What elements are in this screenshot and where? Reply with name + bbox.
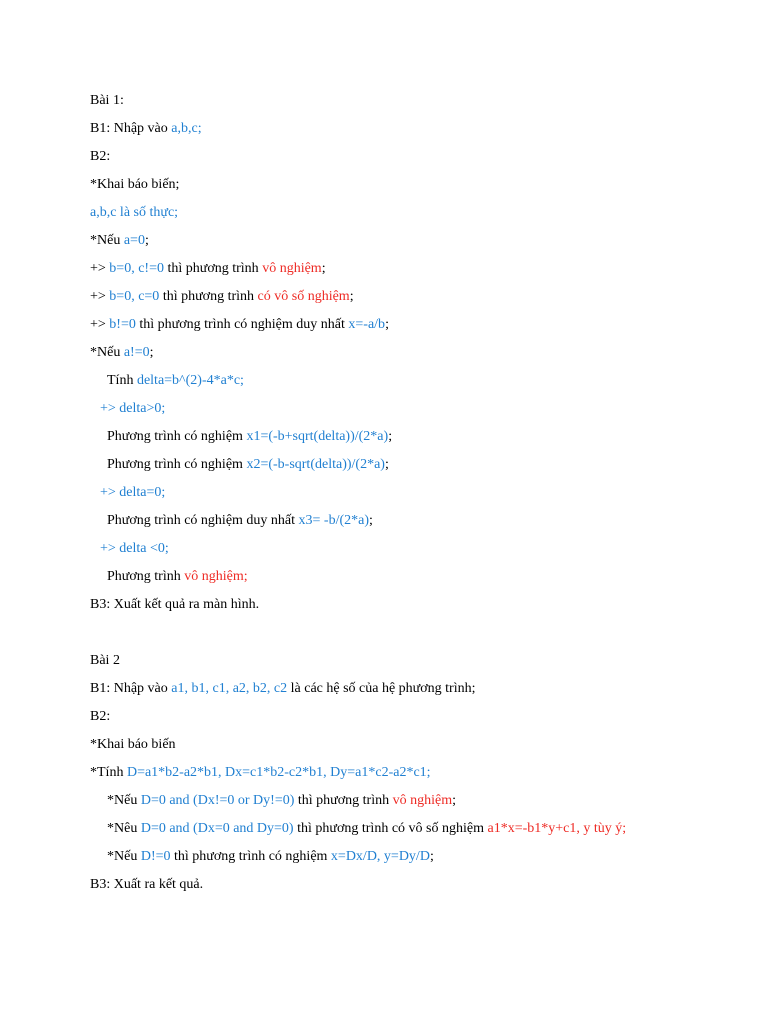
text-segment: *Khai báo biến xyxy=(90,737,176,752)
text-segment: +> delta>0; xyxy=(100,401,166,416)
text-line xyxy=(90,90,730,118)
text-segment: vô nghiệm; xyxy=(184,569,248,584)
text-segment: a1, b1, c1, a2, b2, c2 xyxy=(171,681,288,696)
text-segment: D=0 and (Dx=0 and Dy=0) xyxy=(140,821,294,836)
text-segment: ; xyxy=(149,345,154,360)
text-segment: *Nếu xyxy=(107,849,141,864)
text-line xyxy=(90,510,730,538)
text-segment: b=0, c=0 xyxy=(109,289,160,304)
text-segment: +> xyxy=(90,289,110,304)
text-segment: *Nếu xyxy=(90,233,124,248)
text-segment: *Nêu xyxy=(107,821,141,836)
text-segment: ; xyxy=(429,849,434,864)
text-segment: thì phương trình có nghiệm duy nhất xyxy=(135,317,349,332)
text-line xyxy=(90,118,730,146)
text-line xyxy=(90,230,730,258)
text-segment: x3= -b/(2*a) xyxy=(298,513,370,528)
text-segment: thì phương trình xyxy=(163,261,263,276)
text-segment: thì phương trình xyxy=(294,793,393,808)
text-segment: Bài 1: xyxy=(90,93,124,108)
text-segment: ; xyxy=(385,317,389,332)
text-segment: +> xyxy=(90,317,110,332)
text-segment: Phương trình có nghiệm xyxy=(107,429,247,444)
text-segment: Phương trình xyxy=(107,569,185,584)
text-line xyxy=(90,678,730,706)
text-segment: +> delta <0; xyxy=(100,541,169,556)
text-segment: delta=b^(2)-4*a*c; xyxy=(136,373,244,388)
text-line xyxy=(90,706,730,734)
text-segment: B2: xyxy=(90,709,111,724)
text-line xyxy=(90,146,730,174)
text-segment: ; xyxy=(388,429,393,444)
text-segment: a!=0 xyxy=(123,345,150,360)
text-segment: thì phương trình có nghiệm xyxy=(170,849,331,864)
text-segment: b=0, c!=0 xyxy=(109,261,164,276)
text-segment: D!=0 xyxy=(140,849,171,864)
text-segment: x=-a/b xyxy=(348,317,386,332)
text-line xyxy=(90,258,730,286)
text-segment: *Khai báo biến; xyxy=(90,177,180,192)
text-line xyxy=(90,790,730,818)
text-segment: Bài 2 xyxy=(90,653,120,668)
text-segment: B3: Xuất ra kết quả. xyxy=(90,877,204,892)
text-segment: *Nếu xyxy=(107,793,141,808)
text-segment: *Tính xyxy=(90,765,127,780)
text-segment: *Nếu xyxy=(90,345,124,360)
text-segment: a=0 xyxy=(123,233,145,248)
text-line xyxy=(90,650,730,678)
text-segment: D=0 and (Dx!=0 or Dy!=0) xyxy=(140,793,295,808)
text-line xyxy=(90,370,730,398)
text-segment: Phương trình có nghiệm duy nhất xyxy=(107,513,299,528)
text-segment: thì phương trình có vô số nghiệm xyxy=(293,821,488,836)
text-line xyxy=(90,426,730,454)
text-line xyxy=(90,314,730,342)
text-segment: B3: Xuất kết quả ra màn hình. xyxy=(90,597,260,612)
text-segment: D=a1*b2-a2*b1, Dx=c1*b2-c2*b1, Dy=a1*c2-a2*c1; xyxy=(126,765,431,780)
text-segment: thì phương trình xyxy=(159,289,258,304)
text-line xyxy=(90,594,730,622)
text-segment: ; xyxy=(452,793,456,808)
text-line xyxy=(90,818,730,846)
text-segment: x=Dx/D, y=Dy/D xyxy=(330,849,430,864)
text-line xyxy=(90,174,730,202)
text-segment: ; xyxy=(369,513,373,528)
text-line xyxy=(90,286,730,314)
text-line xyxy=(90,762,730,790)
text-line xyxy=(90,538,730,566)
text-segment: vô nghiệm xyxy=(262,261,322,276)
text-segment: ; xyxy=(144,233,149,248)
text-segment: Tính xyxy=(107,373,137,388)
text-segment: b!=0 xyxy=(109,317,136,332)
document-page xyxy=(90,90,730,902)
text-segment: là các hệ số của hệ phương trình; xyxy=(287,681,476,696)
text-segment: ; xyxy=(321,261,326,276)
text-segment: B2: xyxy=(90,149,111,164)
text-segment: Phương trình có nghiệm xyxy=(107,457,247,472)
text-line xyxy=(90,846,730,874)
text-line xyxy=(90,734,730,762)
text-line xyxy=(90,482,730,510)
text-segment: x1=(-b+sqrt(delta))/(2*a) xyxy=(246,429,389,444)
text-segment: x2=(-b-sqrt(delta))/(2*a) xyxy=(246,457,385,472)
text-segment: a1*x=-b1*y+c1, y tùy ý; xyxy=(487,821,627,836)
text-line xyxy=(90,202,730,230)
text-segment: ; xyxy=(384,457,389,472)
text-line xyxy=(90,566,730,594)
text-segment: a,b,c; xyxy=(171,121,202,136)
text-line xyxy=(90,454,730,482)
text-segment: +> xyxy=(90,261,110,276)
text-segment: +> delta=0; xyxy=(100,485,166,500)
text-segment: B1: Nhập vào xyxy=(90,681,172,696)
blank-line xyxy=(90,622,730,650)
text-segment: ; xyxy=(349,289,354,304)
text-segment: a,b,c là số thực; xyxy=(90,205,179,220)
text-segment: có vô số nghiệm xyxy=(257,289,350,304)
text-segment: vô nghiệm xyxy=(392,793,453,808)
text-line xyxy=(90,874,730,902)
text-line xyxy=(90,398,730,426)
text-segment: B1: Nhập vào xyxy=(90,121,172,136)
text-line xyxy=(90,342,730,370)
